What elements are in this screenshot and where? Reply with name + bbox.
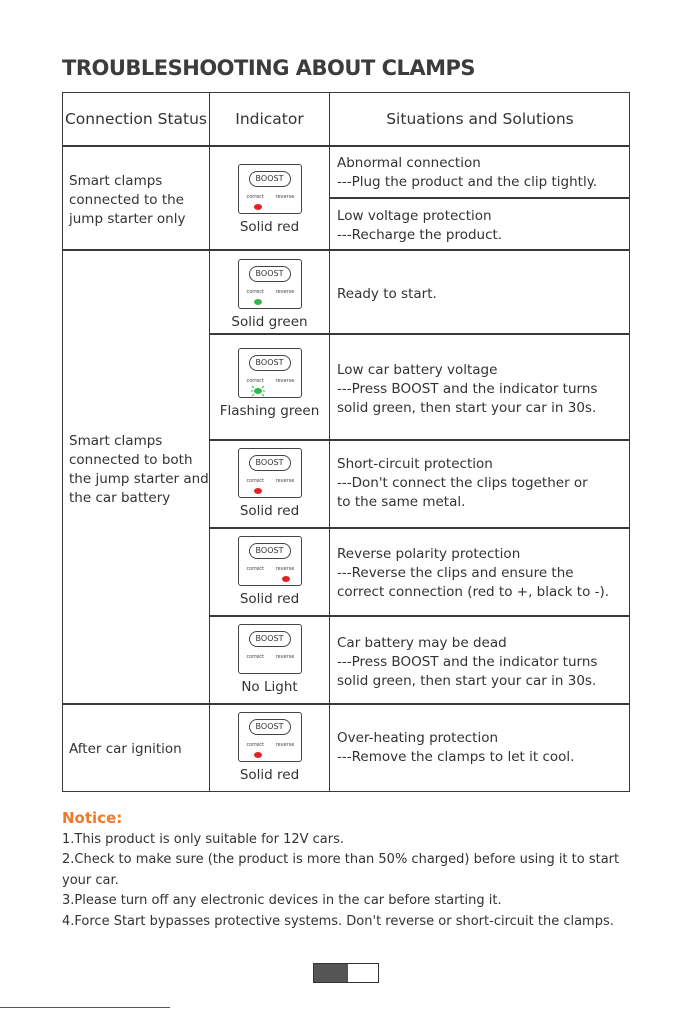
solution-text: ---Press BOOST and the indicator turns	[337, 654, 598, 670]
solution-low-voltage	[337, 207, 627, 245]
header-indicator: Indicator	[235, 110, 304, 128]
solution-battery-dead	[337, 634, 627, 691]
indicator-label: Solid red	[239, 503, 300, 519]
green-light-icon	[254, 299, 262, 305]
correct-label: correct	[246, 289, 265, 295]
boost-button-icon: BOOST	[249, 266, 291, 282]
page-indicator	[313, 963, 379, 983]
red-light-icon	[254, 752, 262, 758]
indicator-cell	[210, 164, 329, 235]
solution-text: ---Press BOOST and the indicator turns	[337, 381, 598, 397]
solution-text: to the same metal.	[337, 494, 466, 510]
boost-button-icon: BOOST	[249, 631, 291, 647]
clamp-device-icon	[238, 536, 302, 586]
solution-title: Low car battery voltage	[337, 362, 498, 378]
indicator-cell	[210, 624, 329, 695]
indicator-label: Solid red	[239, 219, 300, 235]
boost-button-icon: BOOST	[249, 171, 291, 187]
solution-title: Abnormal connection	[337, 155, 481, 171]
indicator-cell	[210, 348, 329, 419]
status-jump-starter-only: Smart clamps connected to the jump starter only	[69, 173, 186, 227]
indicator-label: Solid red	[239, 591, 300, 607]
clamp-device-icon	[238, 448, 302, 498]
indicator-cell	[210, 712, 329, 783]
solution-title: Short-circuit protection	[337, 456, 493, 472]
notice-item: 4.Force Start bypasses protective systems. Don't reverse or short-circuit the clamps.	[62, 913, 614, 929]
solution-abnormal-connection	[337, 154, 627, 192]
reverse-label: reverse	[275, 194, 295, 200]
row-divider	[210, 527, 629, 529]
red-light-icon	[254, 204, 262, 210]
row-divider	[63, 249, 629, 251]
solution-title: Over-heating protection	[337, 730, 499, 746]
indicator-label: Flashing green	[219, 403, 320, 419]
indicator-label: Solid green	[231, 314, 308, 330]
correct-label: correct	[246, 654, 265, 660]
correct-label: correct	[246, 742, 265, 748]
solution-text: ---Remove the clamps to let it cool.	[337, 749, 575, 765]
reverse-label: reverse	[275, 289, 295, 295]
row-divider	[329, 197, 629, 199]
boost-button-icon: BOOST	[249, 719, 291, 735]
notice-heading: Notice:	[62, 809, 123, 827]
solution-text: ---Plug the product and the clip tightly.	[337, 174, 598, 190]
header-solutions: Situations and Solutions	[386, 110, 574, 128]
solution-text: solid green, then start your car in 30s.	[337, 673, 597, 689]
notice-item: 2.Check to make sure (the product is more than 50% charged) before using it to start your car.	[62, 852, 620, 888]
notice-item: 1.This product is only suitable for 12V cars.	[62, 831, 345, 847]
solution-over-heating	[337, 729, 627, 767]
clamp-device-icon	[238, 259, 302, 309]
footer-line	[0, 1007, 170, 1008]
boost-button-icon: BOOST	[249, 455, 291, 471]
clamp-device-icon	[238, 164, 302, 214]
solution-title: Ready to start.	[337, 286, 437, 302]
reverse-label: reverse	[275, 654, 295, 660]
indicator-label: No Light	[241, 679, 298, 695]
row-divider	[210, 333, 629, 335]
troubleshooting-table	[62, 92, 630, 792]
red-light-icon	[282, 576, 290, 582]
indicator-cell	[210, 448, 329, 519]
row-divider	[210, 615, 629, 617]
solution-low-car-battery	[337, 361, 627, 418]
row-divider	[210, 439, 629, 441]
solution-short-circuit	[337, 455, 627, 512]
page-title: TROUBLESHOOTING ABOUT CLAMPS	[62, 56, 476, 80]
clamp-device-icon	[238, 712, 302, 762]
boost-button-icon: BOOST	[249, 543, 291, 559]
reverse-label: reverse	[275, 378, 295, 384]
solution-title: Reverse polarity protection	[337, 546, 521, 562]
status-both-connected: Smart clamps connected to both the jump starter and the car battery	[69, 433, 209, 506]
status-after-ignition: After car ignition	[69, 741, 182, 757]
solution-ready	[337, 285, 627, 304]
row-divider	[63, 145, 629, 147]
notice-item: 3.Please turn off any electronic devices in the car before starting it.	[62, 893, 502, 908]
flashing-rays-icon	[250, 384, 266, 398]
indicator-cell	[210, 259, 329, 330]
solution-text: ---Don't connect the clips together or	[337, 475, 588, 491]
header-status: Connection Status	[64, 110, 208, 128]
correct-label: correct	[246, 378, 265, 384]
solution-text: correct connection (red to +, black to -).	[337, 584, 610, 600]
solution-text: ---Reverse the clips and ensure the	[337, 565, 574, 581]
correct-label: correct	[246, 566, 265, 572]
page-indicator-fill	[314, 964, 348, 982]
row-divider	[63, 703, 629, 705]
reverse-label: reverse	[275, 566, 295, 572]
indicator-cell	[210, 536, 329, 607]
reverse-label: reverse	[275, 478, 295, 484]
solution-text: solid green, then start your car in 30s.	[337, 400, 597, 416]
clamp-device-icon	[238, 348, 302, 398]
red-light-icon	[254, 488, 262, 494]
solution-text: ---Recharge the product.	[337, 227, 503, 243]
boost-button-icon: BOOST	[249, 355, 291, 371]
indicator-label: Solid red	[239, 767, 300, 783]
reverse-label: reverse	[275, 742, 295, 748]
solution-reverse-polarity	[337, 545, 627, 602]
solution-title: Low voltage protection	[337, 208, 492, 224]
correct-label: correct	[246, 194, 265, 200]
solution-title: Car battery may be dead	[337, 635, 507, 651]
notice-section	[62, 808, 642, 932]
correct-label: correct	[246, 478, 265, 484]
clamp-device-icon	[238, 624, 302, 674]
